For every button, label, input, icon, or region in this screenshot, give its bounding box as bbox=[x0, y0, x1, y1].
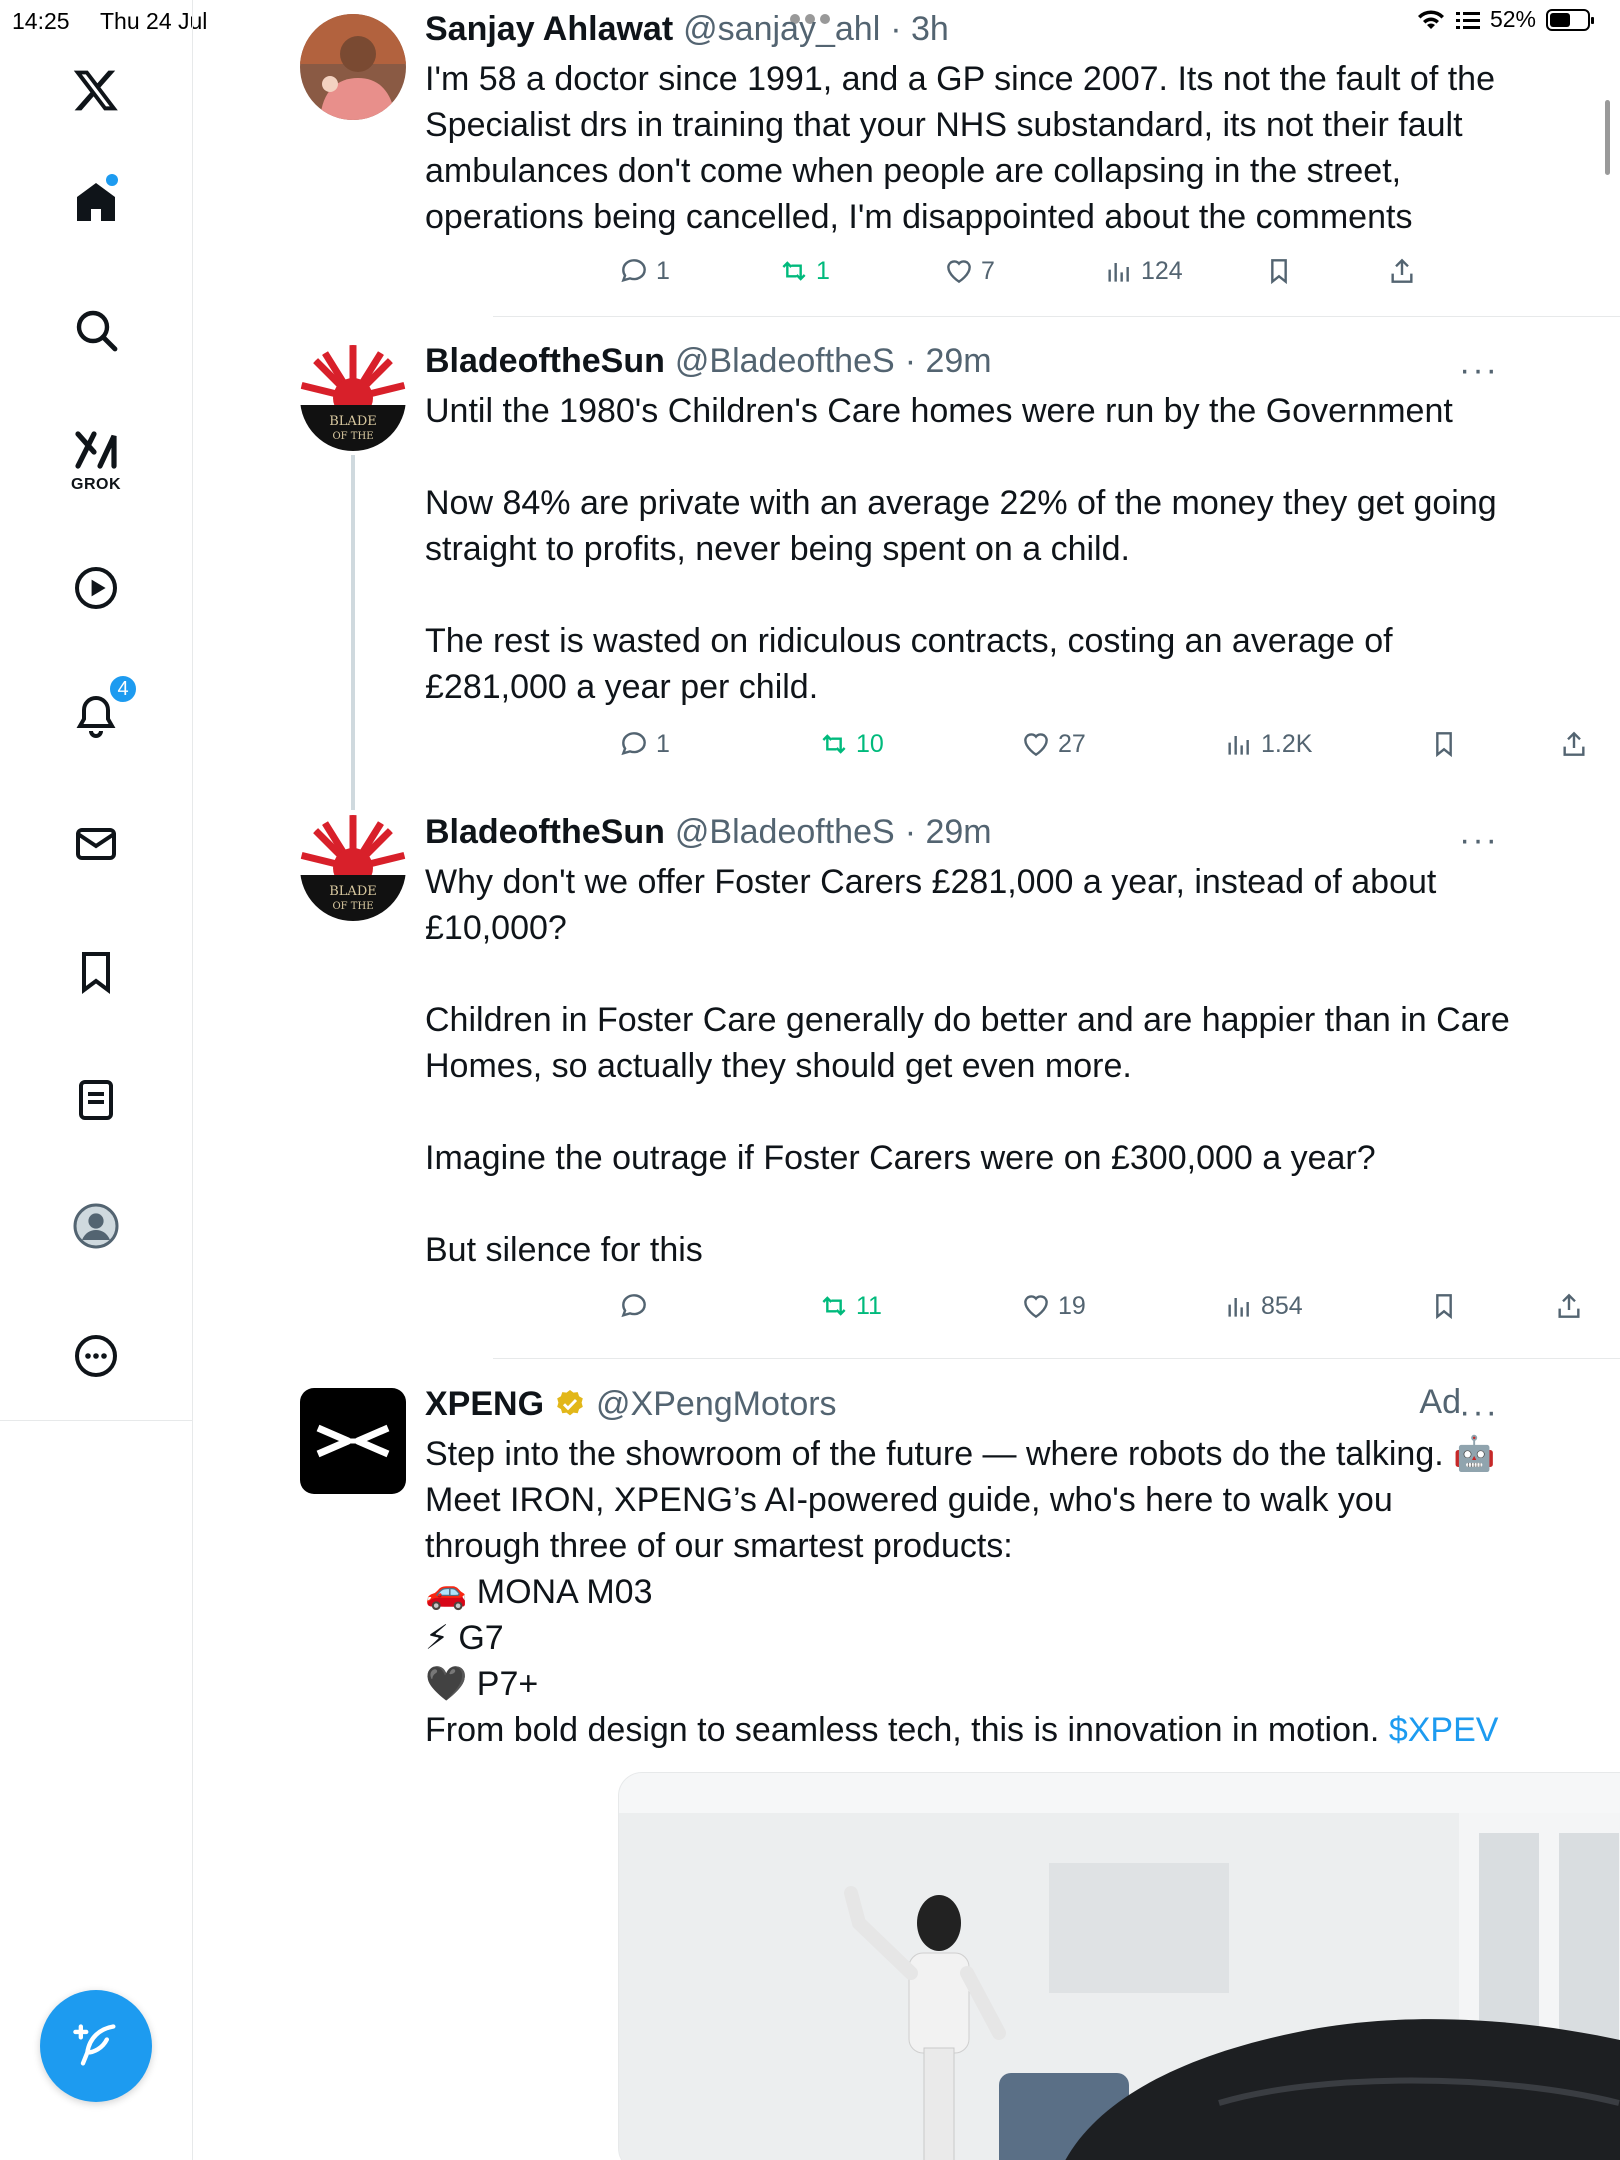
bookmark-button[interactable] bbox=[1263, 255, 1295, 287]
tweet-divider bbox=[493, 1358, 1620, 1359]
messages-envelope-icon[interactable] bbox=[66, 814, 126, 874]
handle[interactable]: @XPengMotors bbox=[596, 1385, 837, 1423]
grok-label: GROK bbox=[71, 476, 121, 493]
view-count: 124 bbox=[1141, 256, 1183, 285]
compose-post-button[interactable] bbox=[40, 1990, 152, 2102]
tweet-body bbox=[425, 811, 1515, 1273]
repost-button[interactable] bbox=[818, 728, 884, 760]
repost-icon bbox=[818, 1290, 850, 1322]
bookmark-button[interactable] bbox=[1428, 728, 1460, 760]
reply-button[interactable] bbox=[618, 255, 670, 287]
x-logo-icon[interactable] bbox=[66, 60, 126, 120]
share-button[interactable] bbox=[1386, 255, 1418, 287]
grok-icon[interactable] bbox=[66, 420, 126, 480]
timestamp[interactable]: · 3h bbox=[890, 10, 949, 48]
avatar[interactable] bbox=[300, 1388, 406, 1494]
like-button[interactable] bbox=[943, 255, 995, 287]
tweet-text bbox=[425, 1431, 1515, 1753]
tweet-actions bbox=[618, 728, 1620, 768]
repost-button[interactable] bbox=[778, 255, 830, 287]
cashtag-link[interactable]: $XPEV bbox=[1388, 1711, 1499, 1749]
sidebar-divider bbox=[0, 1420, 193, 1421]
tweet-body bbox=[425, 8, 1515, 240]
share-icon bbox=[1553, 1290, 1585, 1322]
sidebar bbox=[0, 0, 193, 2160]
tweet-body bbox=[425, 1383, 1515, 1753]
verified-badge-icon bbox=[554, 1388, 586, 1420]
avatar[interactable] bbox=[300, 14, 406, 120]
tweet-text-body: Step into the showroom of the future — where robots do the talking. 🤖 Meet IRON, XPENG’s AI-powered guide, who's here to walk you through three of our smartest products: 🚗 MONA M03 ⚡ G7 🖤 P7+ From bold design to seamless tech, this is innovation in motion. bbox=[425, 1435, 1496, 1749]
battery-icon bbox=[1546, 9, 1590, 31]
like-button[interactable] bbox=[1020, 728, 1086, 760]
status-time: 14:25 bbox=[12, 8, 70, 34]
tweet-body bbox=[425, 340, 1515, 710]
handle[interactable]: @BladeoftheS bbox=[674, 813, 895, 851]
bookmark-icon bbox=[1428, 728, 1460, 760]
tweet-text: I'm 58 a doctor since 1991, and a GP since 2007. Its not the fault of the Specialist drs in training that your NHS substandard, its not their fault ambulances don't come when people are collapsing in the street, operations being cancelled, I'm disappointed about the comments bbox=[425, 60, 1495, 236]
ad-label: Ad bbox=[1419, 1383, 1461, 1421]
notifications-bell-icon[interactable] bbox=[66, 677, 129, 746]
handle[interactable]: @sanjay_ahl bbox=[683, 10, 881, 48]
share-icon bbox=[1558, 728, 1590, 760]
reply-button[interactable] bbox=[618, 728, 670, 760]
status-date: Thu 24 Jul bbox=[100, 8, 208, 34]
profile-avatar-icon[interactable] bbox=[66, 1196, 126, 1256]
tweet-text: Until the 1980's Children's Care homes were run by the Government Now 84% are private with an average 22% of the money they get going straight to profits, never being spent on a child. The rest is wasted on ridiculous contracts, costing an average of £281,000 a year per child. bbox=[425, 392, 1497, 706]
tweet-divider bbox=[493, 316, 1620, 317]
views-icon bbox=[1223, 1290, 1255, 1322]
avatar[interactable] bbox=[300, 815, 406, 921]
reply-button[interactable] bbox=[618, 1290, 656, 1322]
home-icon[interactable] bbox=[66, 172, 126, 232]
views-button[interactable] bbox=[1223, 1290, 1303, 1322]
share-button[interactable] bbox=[1553, 1290, 1585, 1322]
share-icon bbox=[1386, 255, 1418, 287]
showroom-robot-image bbox=[619, 1773, 1620, 2160]
repost-icon bbox=[778, 255, 810, 287]
reply-icon bbox=[618, 728, 650, 760]
like-count: 7 bbox=[981, 256, 995, 285]
repost-count: 11 bbox=[856, 1291, 882, 1320]
lists-icon[interactable] bbox=[66, 1070, 126, 1130]
thread-connector bbox=[351, 455, 355, 810]
tweet-text: Why don't we offer Foster Carers £281,000 a year, instead of about £10,000? Children in Foster Care generally do better and are happier than in Care Homes, so actually they should get even more. Imagine the outrage if Foster Carers were on £300,000 a year? But silence for this bbox=[425, 863, 1510, 1269]
timestamp[interactable]: · 29m bbox=[904, 342, 992, 380]
svg-text:BLADE: BLADE bbox=[329, 884, 377, 899]
tweet-actions bbox=[618, 255, 1620, 295]
scrollbar[interactable] bbox=[1605, 100, 1610, 175]
more-options-icon[interactable] bbox=[66, 1326, 126, 1386]
views-icon bbox=[1223, 728, 1255, 760]
like-count: 19 bbox=[1058, 1291, 1086, 1320]
view-count: 854 bbox=[1261, 1291, 1303, 1320]
views-button[interactable] bbox=[1103, 255, 1183, 287]
heart-icon bbox=[943, 255, 975, 287]
timestamp[interactable]: · 29m bbox=[904, 813, 992, 851]
compose-feather-icon bbox=[70, 2020, 122, 2072]
view-count: 1.2K bbox=[1261, 729, 1313, 758]
bookmarks-icon[interactable] bbox=[66, 942, 126, 1002]
bookmark-icon bbox=[1263, 255, 1295, 287]
repost-icon bbox=[818, 728, 850, 760]
bookmark-icon bbox=[1428, 1290, 1460, 1322]
svg-text:OF THE: OF THE bbox=[332, 431, 374, 442]
views-button[interactable] bbox=[1223, 728, 1312, 760]
more-options-icon[interactable]: ··· bbox=[1459, 821, 1499, 859]
repost-count: 10 bbox=[856, 729, 884, 758]
display-name[interactable]: BladeoftheSun bbox=[425, 342, 665, 380]
reply-icon bbox=[618, 1290, 650, 1322]
share-button[interactable] bbox=[1558, 728, 1590, 760]
heart-icon bbox=[1020, 1290, 1052, 1322]
display-name[interactable]: Sanjay Ahlawat bbox=[425, 10, 674, 48]
tweet-actions bbox=[618, 1290, 1620, 1330]
like-count: 27 bbox=[1058, 729, 1086, 758]
home-unread-dot bbox=[106, 174, 118, 186]
svg-text:BLADE: BLADE bbox=[329, 414, 377, 429]
repost-button[interactable] bbox=[818, 1290, 882, 1322]
ad-video-media[interactable] bbox=[618, 1772, 1620, 2160]
search-icon[interactable] bbox=[66, 300, 126, 360]
reply-icon bbox=[618, 255, 650, 287]
display-name[interactable]: BladeoftheSun bbox=[425, 813, 665, 851]
handle[interactable]: @BladeoftheS bbox=[674, 342, 895, 380]
svg-text:OF THE: OF THE bbox=[332, 901, 374, 912]
battery-percent: 52% bbox=[1489, 6, 1536, 32]
views-icon bbox=[1103, 255, 1135, 287]
reply-count: 1 bbox=[656, 729, 670, 758]
like-button[interactable] bbox=[1020, 1290, 1086, 1322]
display-name[interactable]: XPENG bbox=[425, 1385, 545, 1423]
notifications-badge: 4 bbox=[108, 674, 138, 704]
reply-count: 1 bbox=[656, 256, 670, 285]
more-options-icon[interactable]: ··· bbox=[1459, 351, 1499, 389]
avatar[interactable] bbox=[300, 345, 406, 451]
more-options-icon[interactable]: ··· bbox=[1459, 1393, 1499, 1431]
bookmark-button[interactable] bbox=[1428, 1290, 1460, 1322]
video-play-icon[interactable] bbox=[66, 558, 126, 618]
repost-count: 1 bbox=[816, 256, 830, 285]
heart-icon bbox=[1020, 728, 1052, 760]
